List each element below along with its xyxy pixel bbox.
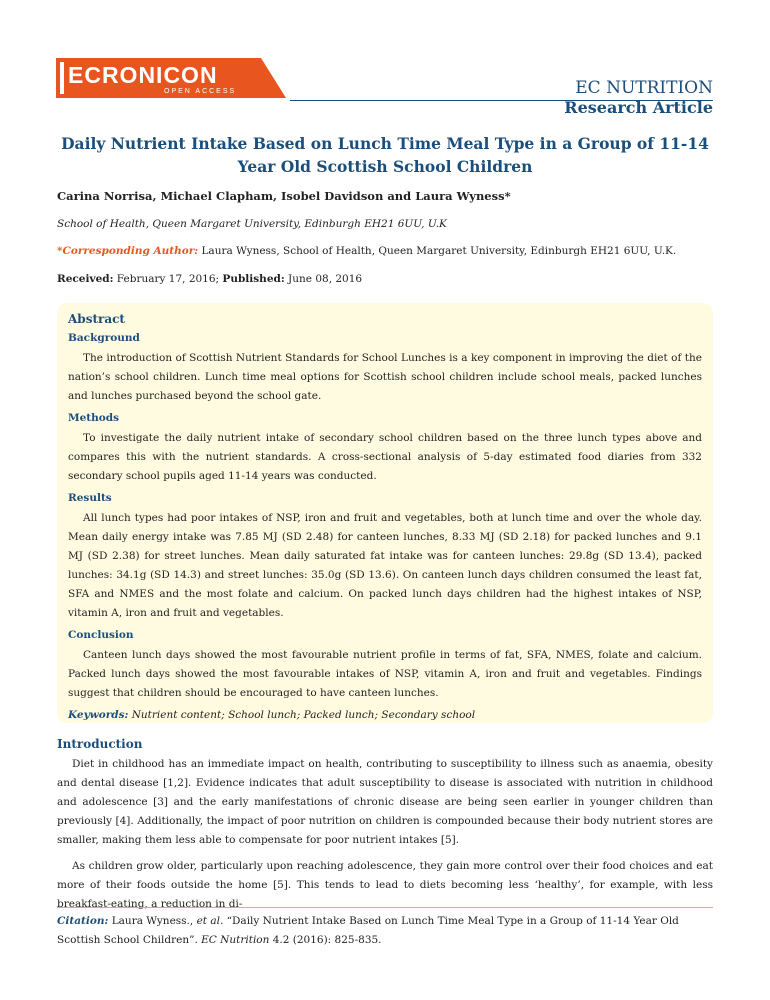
ecronicon-logo: [56, 58, 286, 98]
citation-title: “Daily Nutrient Intake Based on Lunch Time Meal Type in a Group of 11-14 Year Old Scottish School Children”.: [57, 915, 679, 946]
introduction-paragraph-2: As children grow older, particularly upon reaching adolescence, they gain more control over their food choices and eat more of their foods outside the home [5]. This tends to lead to diets becoming less ‘healthy’, for example, with less breakfast-eating, a reduction in di-: [57, 860, 713, 910]
keywords-text: Nutrient content; School lunch; Packed lunch; Secondary school: [128, 709, 476, 721]
citation-etal: et al.: [196, 915, 224, 927]
citation: [57, 912, 713, 950]
introduction-body: [57, 755, 713, 921]
abstract-box: [57, 303, 713, 723]
article-type: Research Article: [564, 98, 713, 117]
corresponding-label: *Corresponding Author:: [57, 245, 199, 257]
author-list: Carina Norrisa, Michael Clapham, Isobel Davidson and Laura Wyness*: [57, 189, 511, 203]
corresponding-author: [57, 245, 676, 257]
logo-text: ECRONICON: [68, 62, 218, 88]
received-label: Received:: [57, 273, 114, 285]
paper-title: Daily Nutrient Intake Based on Lunch Time Meal Type in a Group of 11-14 Year Old Scottish School Children: [61, 134, 709, 176]
citation-label: Citation:: [57, 915, 109, 927]
logo-subtitle: OPEN ACCESS: [164, 88, 237, 95]
methods-text: To investigate the daily nutrient intake of secondary school children based on the three lunch types above and compares this with the nutrient standards. A cross-sectional analysis of 5-day estimated food diaries from 332 secondary school pupils aged 11-14 years was conducted.: [68, 432, 702, 482]
keywords: [68, 709, 702, 721]
corresponding-text: Laura Wyness, School of Health, Queen Margaret University, Edinburgh EH21 6UU, U.K.: [198, 245, 677, 257]
published-label: Published:: [222, 273, 285, 285]
published-date: June 08, 2016: [284, 273, 363, 285]
keywords-label: Keywords:: [68, 709, 129, 721]
received-date: February 17, 2016;: [113, 273, 223, 285]
background-heading: Background: [68, 332, 140, 344]
methods-heading: Methods: [68, 412, 120, 424]
citation-volume: 4.2 (2016): 825-835.: [269, 934, 382, 946]
introduction-heading: Introduction: [57, 737, 143, 751]
conclusion-text: Canteen lunch days showed the most favourable nutrient profile in terms of fat, SFA, NMES, folate and calcium. Packed lunch days showed the most favourable intakes of NSP, vitamin A, iron and fruit and vegetables. Findings suggest that children should be encouraged to have canteen lunches.: [68, 649, 702, 699]
introduction-paragraph-1: Diet in childhood has an immediate impact on health, contributing to susceptibility to illness such as anaemia, obesity and dental disease [1,2]. Evidence indicates that adult susceptibility to disease is associated with nutrition in childhood and adolescence [3] and the early manifestations of chronic disease are being seen earlier in younger children than previously [4]. Additionally, the impact of poor nutrition on children is compounded because their body nutrient stores are smaller, making them less able to compensate for poor nutrient intakes [5].: [57, 758, 713, 846]
footer-divider: [57, 907, 713, 908]
journal-name: EC NUTRITION: [575, 78, 713, 98]
affiliation: School of Health, Queen Margaret University, Edinburgh EH21 6UU, U.K: [57, 218, 447, 230]
results-heading: Results: [68, 492, 112, 504]
conclusion-heading: Conclusion: [68, 629, 134, 641]
header-divider: [290, 100, 713, 101]
citation-authors: Laura Wyness.,: [108, 915, 197, 927]
background-text: The introduction of Scottish Nutrient Standards for School Lunches is a key component in improving the diet of the nation’s school children. Lunch time meal options for Scottish school children include school meals, packed lunches and lunches purchased beyond the school gate.: [68, 352, 702, 402]
journal-header: [564, 78, 713, 118]
abstract-title: Abstract: [68, 312, 125, 326]
publication-dates: [57, 273, 362, 285]
citation-journal: EC Nutrition: [201, 934, 270, 946]
results-text: All lunch types had poor intakes of NSP, iron and fruit and vegetables, both at lunch time and over the whole day. Mean daily energy intake was 7.85 MJ (SD 2.48) for canteen lunches, 8.33 MJ (SD 2.18) for packed lunches and 9.1 MJ (SD 2.38) for street lunches. Mean daily saturated fat intake was for canteen lunches: 29.8g (SD 13.4), packed lunches: 34.1g (SD 14.3) and street lunches: 35.0g (SD 13.6). On canteen lunch days children consumed the least fat, SFA and NMES and the most folate and calcium. On packed lunch days children had the highest intakes of NSP, vitamin A, iron and fruit and vegetables.: [68, 512, 702, 619]
